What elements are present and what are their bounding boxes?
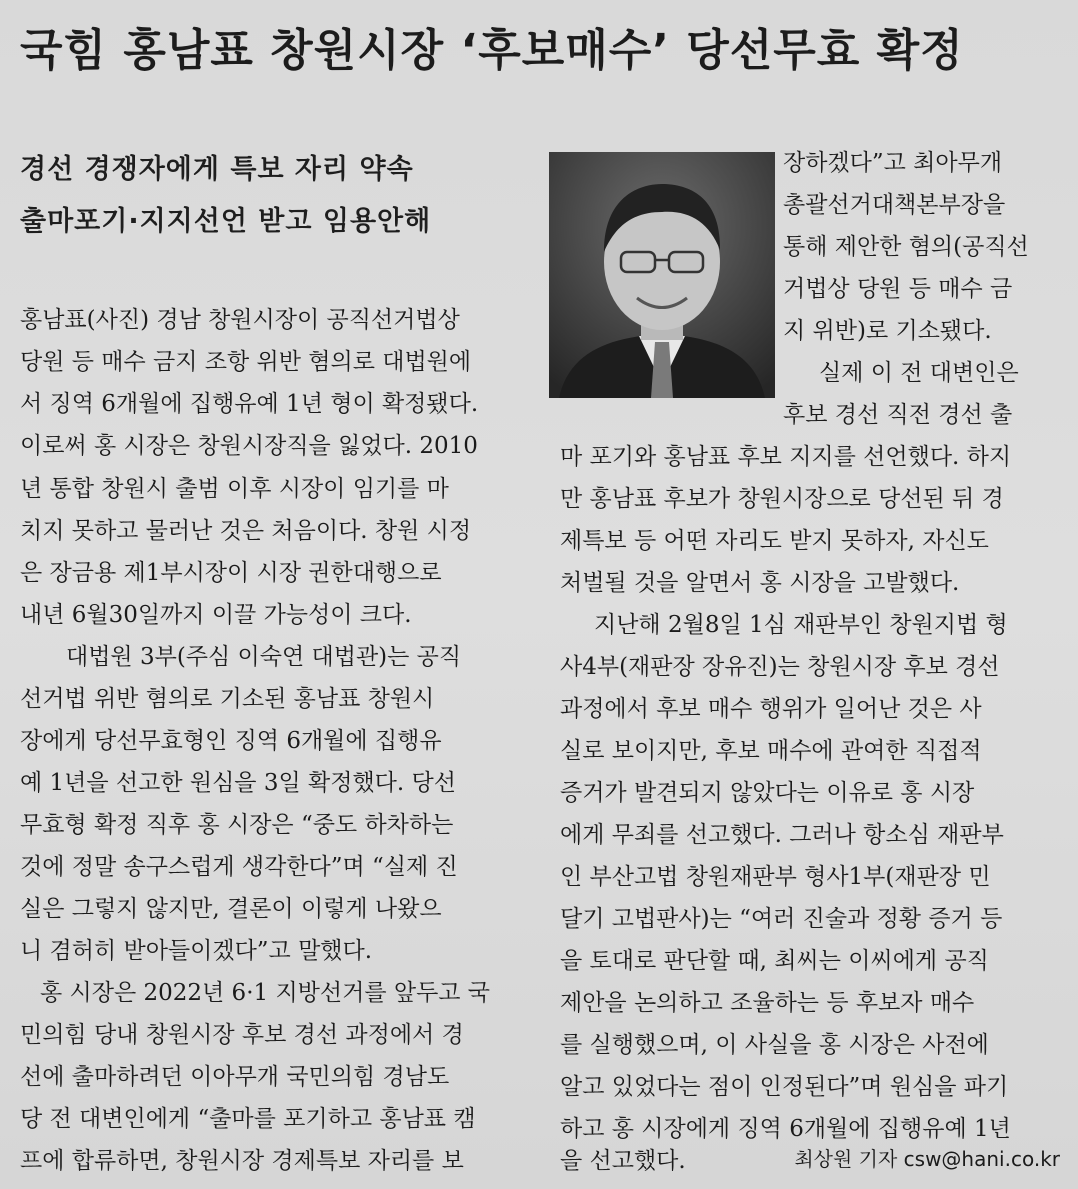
subheading-1: 경선 경쟁자에게 특보 자리 약속: [20, 154, 414, 185]
body-line: 서 징역 6개월에 집행유예 1년 형이 확정됐다.: [20, 391, 479, 417]
body-line: 실제 이 전 대변인은: [819, 360, 1019, 386]
body-line: 지난해 2월8일 1심 재판부인 창원지법 형: [594, 612, 1008, 638]
body-line: 지 위반)로 기소됐다.: [783, 318, 992, 344]
body-line: 달기 고법판사)는 “여러 진술과 정황 증거 등: [560, 906, 1003, 932]
body-line: 선거법 위반 혐의로 기소된 홍남표 창원시: [20, 686, 435, 712]
body-line: 민의힘 당내 창원시장 후보 경선 과정에서 경: [20, 1022, 464, 1048]
body-line: 을 토대로 판단할 때, 최씨는 이씨에게 공직: [560, 948, 989, 974]
body-line: 처벌될 것을 알면서 홍 시장을 고발했다.: [560, 570, 960, 596]
body-line: 인 부산고법 창원재판부 형사1부(재판장 민: [560, 864, 991, 890]
body-line: 예 1년을 선고한 원심을 3일 확정했다. 당선: [20, 770, 456, 796]
body-line: 에게 무죄를 선고했다. 그러나 항소심 재판부: [560, 822, 1004, 848]
body-line: 내년 6월30일까지 이끌 가능성이 크다.: [20, 602, 412, 628]
body-line: 당원 등 매수 금지 조항 위반 혐의로 대법원에: [20, 349, 472, 375]
body-line: 통해 제안한 혐의(공직선: [783, 234, 1029, 260]
body-line: 제안을 논의하고 조율하는 등 후보자 매수: [560, 990, 975, 1016]
body-line: 알고 있었다는 점이 인정된다”며 원심을 파기: [560, 1074, 1009, 1100]
body-line: 홍 시장은 2022년 6·1 지방선거를 앞두고 국: [40, 980, 491, 1006]
body-line: 니 겸허히 받아들이겠다”고 말했다.: [20, 938, 373, 964]
body-line: 총괄선거대책본부장을: [783, 192, 1006, 218]
body-line: 후보 경선 직전 경선 출: [783, 402, 1013, 428]
body-line: 선에 출마하려던 이아무개 국민의힘 경남도: [20, 1064, 450, 1090]
body-line: 을 선고했다.: [560, 1148, 686, 1174]
body-line: 홍남표(사진) 경남 창원시장이 공직선거법상: [20, 307, 460, 333]
body-line: 실은 그렇지 않지만, 결론이 이렇게 나왔으: [20, 896, 442, 922]
body-line: 증거가 발견되지 않았다는 이유로 홍 시장: [560, 780, 975, 806]
body-line: 제특보 등 어떤 자리도 받지 못하자, 자신도: [560, 528, 989, 554]
body-line: 과정에서 후보 매수 행위가 일어난 것은 사: [560, 696, 982, 722]
byline: 최상원 기자 csw@hani.co.kr: [794, 1147, 1060, 1171]
body-line: 장에게 당선무효형인 징역 6개월에 집행유: [20, 728, 442, 754]
body-line: 거법상 당원 등 매수 금: [783, 276, 1013, 302]
body-line: 하고 홍 시장에게 징역 6개월에 집행유예 1년: [560, 1116, 1011, 1142]
portrait-photo: [549, 152, 775, 398]
subheading-2: 출마포기·지지선언 받고 임용안해: [20, 206, 432, 237]
body-line: 무효형 확정 직후 홍 시장은 “중도 하차하는: [20, 812, 454, 838]
body-line: 치지 못하고 물러난 것은 처음이다. 창원 시정: [20, 518, 472, 544]
body-line: 실로 보이지만, 후보 매수에 관여한 직접적: [560, 738, 982, 764]
body-line: 만 홍남표 후보가 창원시장으로 당선된 뒤 경: [560, 486, 1004, 512]
body-line: 은 장금용 제1부시장이 시장 권한대행으로: [20, 560, 442, 586]
body-line: 장하겠다”고 최아무개: [783, 150, 1003, 176]
body-line: 이로써 홍 시장은 창원시장직을 잃었다. 2010: [20, 433, 478, 459]
body-line: 당 전 대변인에게 “출마를 포기하고 홍남표 캠: [20, 1106, 476, 1132]
body-line: 를 실행했으며, 이 사실을 홍 시장은 사전에: [560, 1032, 989, 1058]
body-line: 사4부(재판장 장유진)는 창원시장 후보 경선: [560, 654, 1000, 680]
body-line: 프에 합류하면, 창원시장 경제특보 자리를 보: [20, 1148, 464, 1174]
body-line: 것에 정말 송구스럽게 생각한다”며 “실제 진: [20, 854, 458, 880]
headline: 국힘 홍남표 창원시장 ‘후보매수’ 당선무효 확정: [20, 25, 964, 76]
body-line: 년 통합 창원시 출범 이후 시장이 임기를 마: [20, 476, 449, 502]
body-line: 마 포기와 홍남표 후보 지지를 선언했다. 하지: [560, 444, 1012, 470]
body-line: 대법원 3부(주심 이숙연 대법관)는 공직: [66, 644, 462, 670]
